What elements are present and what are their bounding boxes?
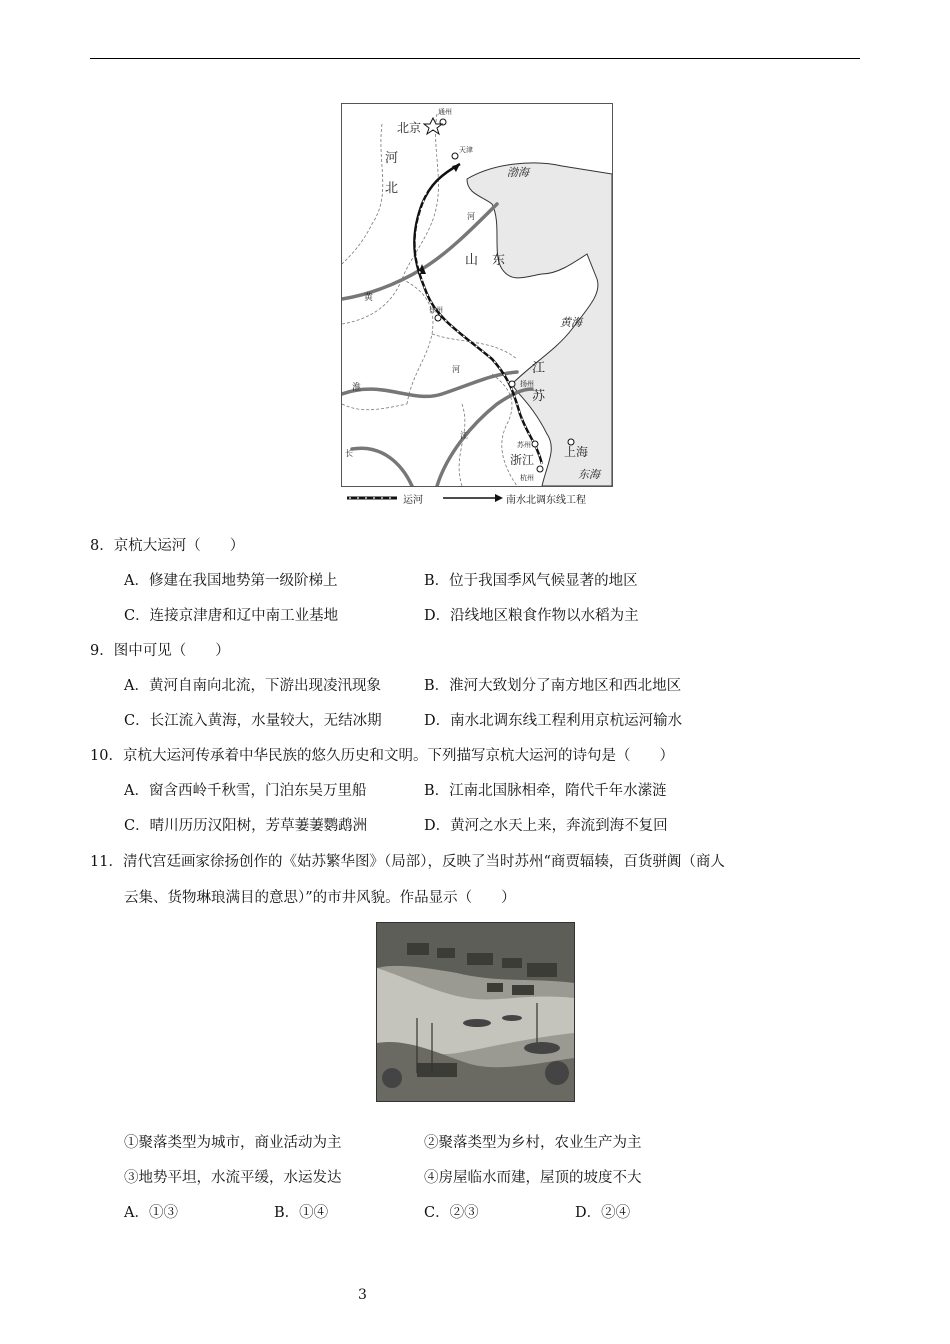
q11-option-c[interactable]: C．②③ xyxy=(424,1205,479,1221)
q11-statement-4: ④房屋临水而建，屋顶的坡度不大 xyxy=(424,1170,642,1186)
q9-option-d[interactable]: D．南水北调东线工程利用京杭运河输水 xyxy=(424,713,683,729)
map-label-shandong-dong: 东 xyxy=(492,253,506,268)
q9-option-a[interactable]: A．黄河自南向北流，下游出现凌汛现象 xyxy=(124,678,381,694)
q11-statement-2: ②聚落类型为乡村，农业生产为主 xyxy=(424,1135,642,1151)
map-label-xuzhou: 徐州 xyxy=(429,306,443,314)
map-label-suzhou: 苏州 xyxy=(517,441,531,449)
map-label-yangzhou: 扬州 xyxy=(520,380,534,388)
q11-statement-3: ③地势平坦，水流平缓，水运发达 xyxy=(124,1170,342,1186)
gusu-painting-image xyxy=(376,922,575,1102)
header-rule xyxy=(90,58,860,59)
map-label-jiangsu-jiang: 江 xyxy=(532,361,546,376)
page-number: 3 xyxy=(358,1287,367,1303)
q10-option-d[interactable]: D．黄河之水天上来，奔流到海不复回 xyxy=(424,818,668,834)
q11-option-b[interactable]: B．①④ xyxy=(274,1205,329,1221)
map-label-beijing: 北京 xyxy=(397,121,422,135)
q8-option-a[interactable]: A．修建在我国地势第一级阶梯上 xyxy=(124,573,338,589)
map-label-chang: 长 xyxy=(345,449,353,458)
map-label-bohai: 渤海 xyxy=(507,166,529,179)
q9-option-c[interactable]: C．长江流入黄海，水量较大，无结冰期 xyxy=(124,713,382,729)
q11-stem-line1: 11．清代宫廷画家徐扬创作的《姑苏繁华图》（局部），反映了当时苏州“商贾辐辏，百货骈阗（商人 xyxy=(90,854,725,870)
map-label-hebei-bei: 北 xyxy=(385,181,399,196)
legend-canal-label: 运河 xyxy=(403,495,423,506)
map-label-tongzhou: 通州 xyxy=(438,108,452,116)
q10-option-c[interactable]: C．晴川历历汉阳树，芳草萋萋鹦鹉洲 xyxy=(124,818,368,834)
map-label-shandong-shan: 山 xyxy=(465,253,479,268)
q10-stem: 10．京杭大运河传承着中华民族的悠久历史和文明。下列描写京杭大运河的诗句是（ ） xyxy=(90,748,674,764)
map-label-huanghai: 黄海 xyxy=(560,316,582,329)
map-label-shanghai: 上海 xyxy=(564,445,589,459)
map-label-hangzhou: 杭州 xyxy=(520,474,534,482)
q9-stem: 9．图中可见（ ） xyxy=(90,643,230,659)
legend-project-label: 南水北调东线工程 xyxy=(506,495,586,506)
q8-option-d[interactable]: D．沿线地区粮食作物以水稻为主 xyxy=(424,608,639,624)
q8-option-c[interactable]: C．连接京津唐和辽中南工业基地 xyxy=(124,608,339,624)
grand-canal-map xyxy=(341,103,613,487)
q10-option-a[interactable]: A．窗含西岭千秋雪，门泊东吴万里船 xyxy=(124,783,367,799)
map-label-donghai: 东海 xyxy=(578,468,600,481)
q8-stem: 8．京杭大运河（ ） xyxy=(90,538,245,554)
q11-stem-line2: 云集、货物琳琅满目的意思）”的市井风貌。作品显示（ ） xyxy=(124,890,516,906)
map-label-zhejiang: 浙江 xyxy=(510,453,535,467)
q9-option-b[interactable]: B．淮河大致划分了南方地区和西北地区 xyxy=(424,678,682,694)
map-label-huang: 黄 xyxy=(364,293,374,303)
map-label-he1: 河 xyxy=(467,212,475,221)
q10-option-b[interactable]: B．江南北国脉相牵，隋代千年水潆涟 xyxy=(424,783,667,799)
map-label-jiangsu-su: 苏 xyxy=(532,389,546,404)
q11-statement-1: ①聚落类型为城市，商业活动为主 xyxy=(124,1135,342,1151)
map-label-he2: 河 xyxy=(452,365,460,374)
map-label-tianjin: 天津 xyxy=(459,146,473,154)
q11-option-d[interactable]: D．②④ xyxy=(575,1205,631,1221)
map-label-huai: 淮 xyxy=(352,383,362,393)
map-legend xyxy=(345,490,615,506)
q8-option-b[interactable]: B．位于我国季风气候显著的地区 xyxy=(424,573,638,589)
map-label-hebei-he: 河 xyxy=(385,151,399,166)
q11-option-a[interactable]: A．①③ xyxy=(124,1205,178,1221)
map-label-jiang1: 江 xyxy=(460,431,468,440)
